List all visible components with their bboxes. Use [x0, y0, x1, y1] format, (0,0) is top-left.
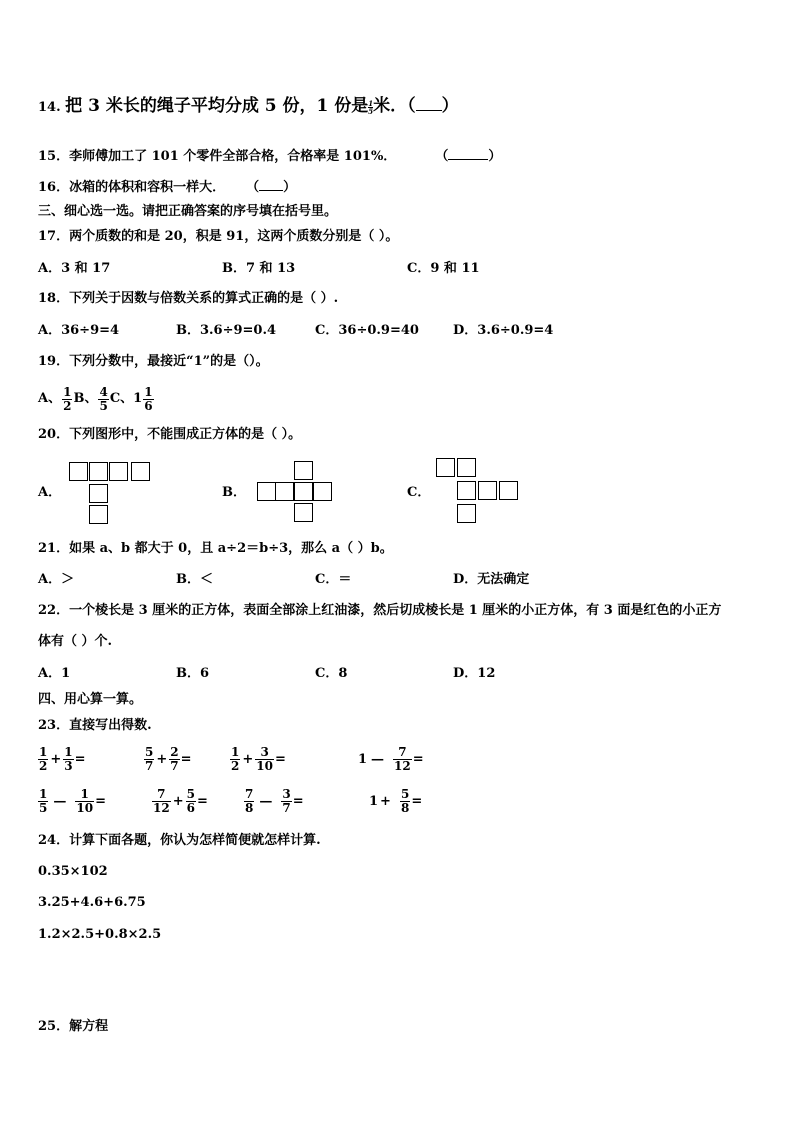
question-20: 20．下列图形中，不能围成正方体的是（ ）。 [38, 427, 302, 442]
net-cell [69, 462, 88, 481]
q14-answer-blank[interactable] [416, 97, 442, 111]
question-21: 21．如果 a、b 都大于 0，且 a÷2＝b÷3，那么 a（ ）b。 [38, 541, 393, 556]
q14-number: 14. [38, 100, 61, 115]
question-22-line-1: 22．一个棱长是 3 厘米的正方体，表面全部涂上红油漆，然后切成棱长是 1 厘米的小正方体，有 3 面是红色的小正方 [38, 603, 722, 618]
net-cell [499, 481, 518, 500]
net-cell [313, 482, 332, 501]
question-16: 16．冰箱的体积和容积一样大． （ ） [38, 177, 296, 196]
q23-expr-3: $\frac{1}{2}$ + $\frac{3}{10}$ = [231, 745, 286, 773]
q18-option-b[interactable]: B．3.6÷9=0.4 [176, 323, 277, 338]
q21-option-a[interactable]: A．＞ [38, 572, 75, 587]
q22-option-c[interactable]: C．8 [315, 666, 348, 681]
net-cell [89, 484, 108, 503]
question-23: 23．直接写出得数. [38, 718, 152, 733]
q20-option-b[interactable]: B． [222, 485, 246, 500]
net-cell [109, 462, 128, 481]
net-cell [294, 461, 313, 480]
question-19: 19．下列分数中，最接近“1”的是（）。 [38, 354, 269, 369]
q19-option-a-label[interactable]: A、 [38, 391, 62, 406]
q21-option-d[interactable]: D．无法确定 [453, 572, 530, 587]
q19-option-b-label[interactable]: B、 [73, 391, 98, 406]
q17-option-b[interactable]: B．7 和 13 [222, 261, 296, 276]
q15-text: 15．李师傅加工了 101 个零件全部合格，合格率是 101%． [38, 149, 397, 164]
q16-text: 16．冰箱的体积和容积一样大． [38, 180, 226, 195]
q18-option-c[interactable]: C．36÷0.9=40 [315, 323, 419, 338]
net-cell [89, 462, 108, 481]
q14-fraction: $\frac{1}{5}$ [368, 99, 374, 116]
q23-expr-8: 1 + $\frac{5}{8}$ = [369, 787, 423, 815]
q21-option-b[interactable]: B．＜ [176, 572, 213, 587]
q24-item-1: 0.35×102 [38, 864, 108, 879]
net-cell [89, 505, 108, 524]
question-17: 17．两个质数的和是 20，积是 91，这两个质数分别是（ ）。 [38, 229, 399, 244]
section-4-heading: 四、用心算一算。 [38, 692, 143, 707]
net-cell [257, 482, 276, 501]
q22-option-d[interactable]: D．12 [453, 666, 496, 681]
q19-option-b-fraction: $\frac{4}{5}$ [99, 384, 108, 413]
net-cell [294, 482, 313, 501]
question-15: 15．李师傅加工了 101 个零件全部合格，合格率是 101%． （ ） [38, 146, 501, 165]
q23-expr-5: $\frac{1}{5}$ — $\frac{1}{10}$ = [39, 787, 106, 815]
question-25: 25．解方程 [38, 1019, 109, 1034]
net-cell [131, 462, 150, 481]
q20-option-c[interactable]: C． [407, 485, 431, 500]
q22-option-a[interactable]: A．1 [38, 666, 71, 681]
q14-text-a: 把 3 米长的绳子平均分成 5 份，1 份是 [65, 96, 369, 116]
q16-answer-blank[interactable] [259, 177, 283, 191]
q23-expr-6: $\frac{7}{12}$ + $\frac{5}{6}$ = [153, 787, 208, 815]
section-3-heading: 三、细心选一选。请把正确答案的序号填在括号里。 [38, 204, 338, 219]
q15-answer-blank[interactable] [448, 146, 488, 160]
q22-option-b[interactable]: B．6 [176, 666, 210, 681]
q19-options [38, 381, 155, 417]
question-24: 24．计算下面各题，你认为怎样简便就怎样计算. [38, 833, 321, 848]
net-cell [275, 482, 294, 501]
net-cell [457, 481, 476, 500]
q23-expr-2: $\frac{5}{7}$ + $\frac{2}{7}$ = [145, 745, 192, 773]
net-cell [294, 503, 313, 522]
q18-option-d[interactable]: D．3.6÷0.9=4 [453, 323, 554, 338]
q14-text-b: 米．（ [373, 96, 416, 116]
q19-option-c-whole: 1 [133, 391, 143, 406]
q17-option-a[interactable]: A．3 和 17 [38, 261, 111, 276]
q21-option-c[interactable]: C．＝ [315, 572, 352, 587]
q18-option-a[interactable]: A．36÷9=4 [38, 323, 120, 338]
question-14: 14. 把 3 米长的绳子平均分成 5 份，1 份是 $\frac{1}{5}$ 米．（ ） [38, 96, 459, 116]
q20-option-a[interactable]: A． [38, 485, 62, 500]
q17-option-c[interactable]: C．9 和 11 [407, 261, 480, 276]
question-18: 18．下列关于因数与倍数关系的算式正确的是（ ）. [38, 291, 339, 306]
question-22-line-2: 体有（ ）个. [38, 634, 113, 649]
q19-option-a-fraction: $\frac{1}{2}$ [63, 384, 72, 413]
net-cell [436, 458, 455, 477]
q23-expr-4: 1 — $\frac{7}{12}$ = [358, 745, 424, 773]
q23-expr-7: $\frac{7}{8}$ — $\frac{3}{7}$ = [245, 787, 304, 815]
q24-item-3: 1.2×2.5+0.8×2.5 [38, 927, 162, 942]
q19-option-c-label[interactable]: C、 [109, 391, 134, 406]
net-cell [457, 504, 476, 523]
net-cell [478, 481, 497, 500]
q19-option-c-fraction: $\frac{1}{6}$ [144, 384, 153, 413]
q24-item-2: 3.25+4.6+6.75 [38, 895, 146, 910]
q23-expr-1: $\frac{1}{2}$ + $\frac{1}{3}$ = [39, 745, 86, 773]
net-cell [457, 458, 476, 477]
